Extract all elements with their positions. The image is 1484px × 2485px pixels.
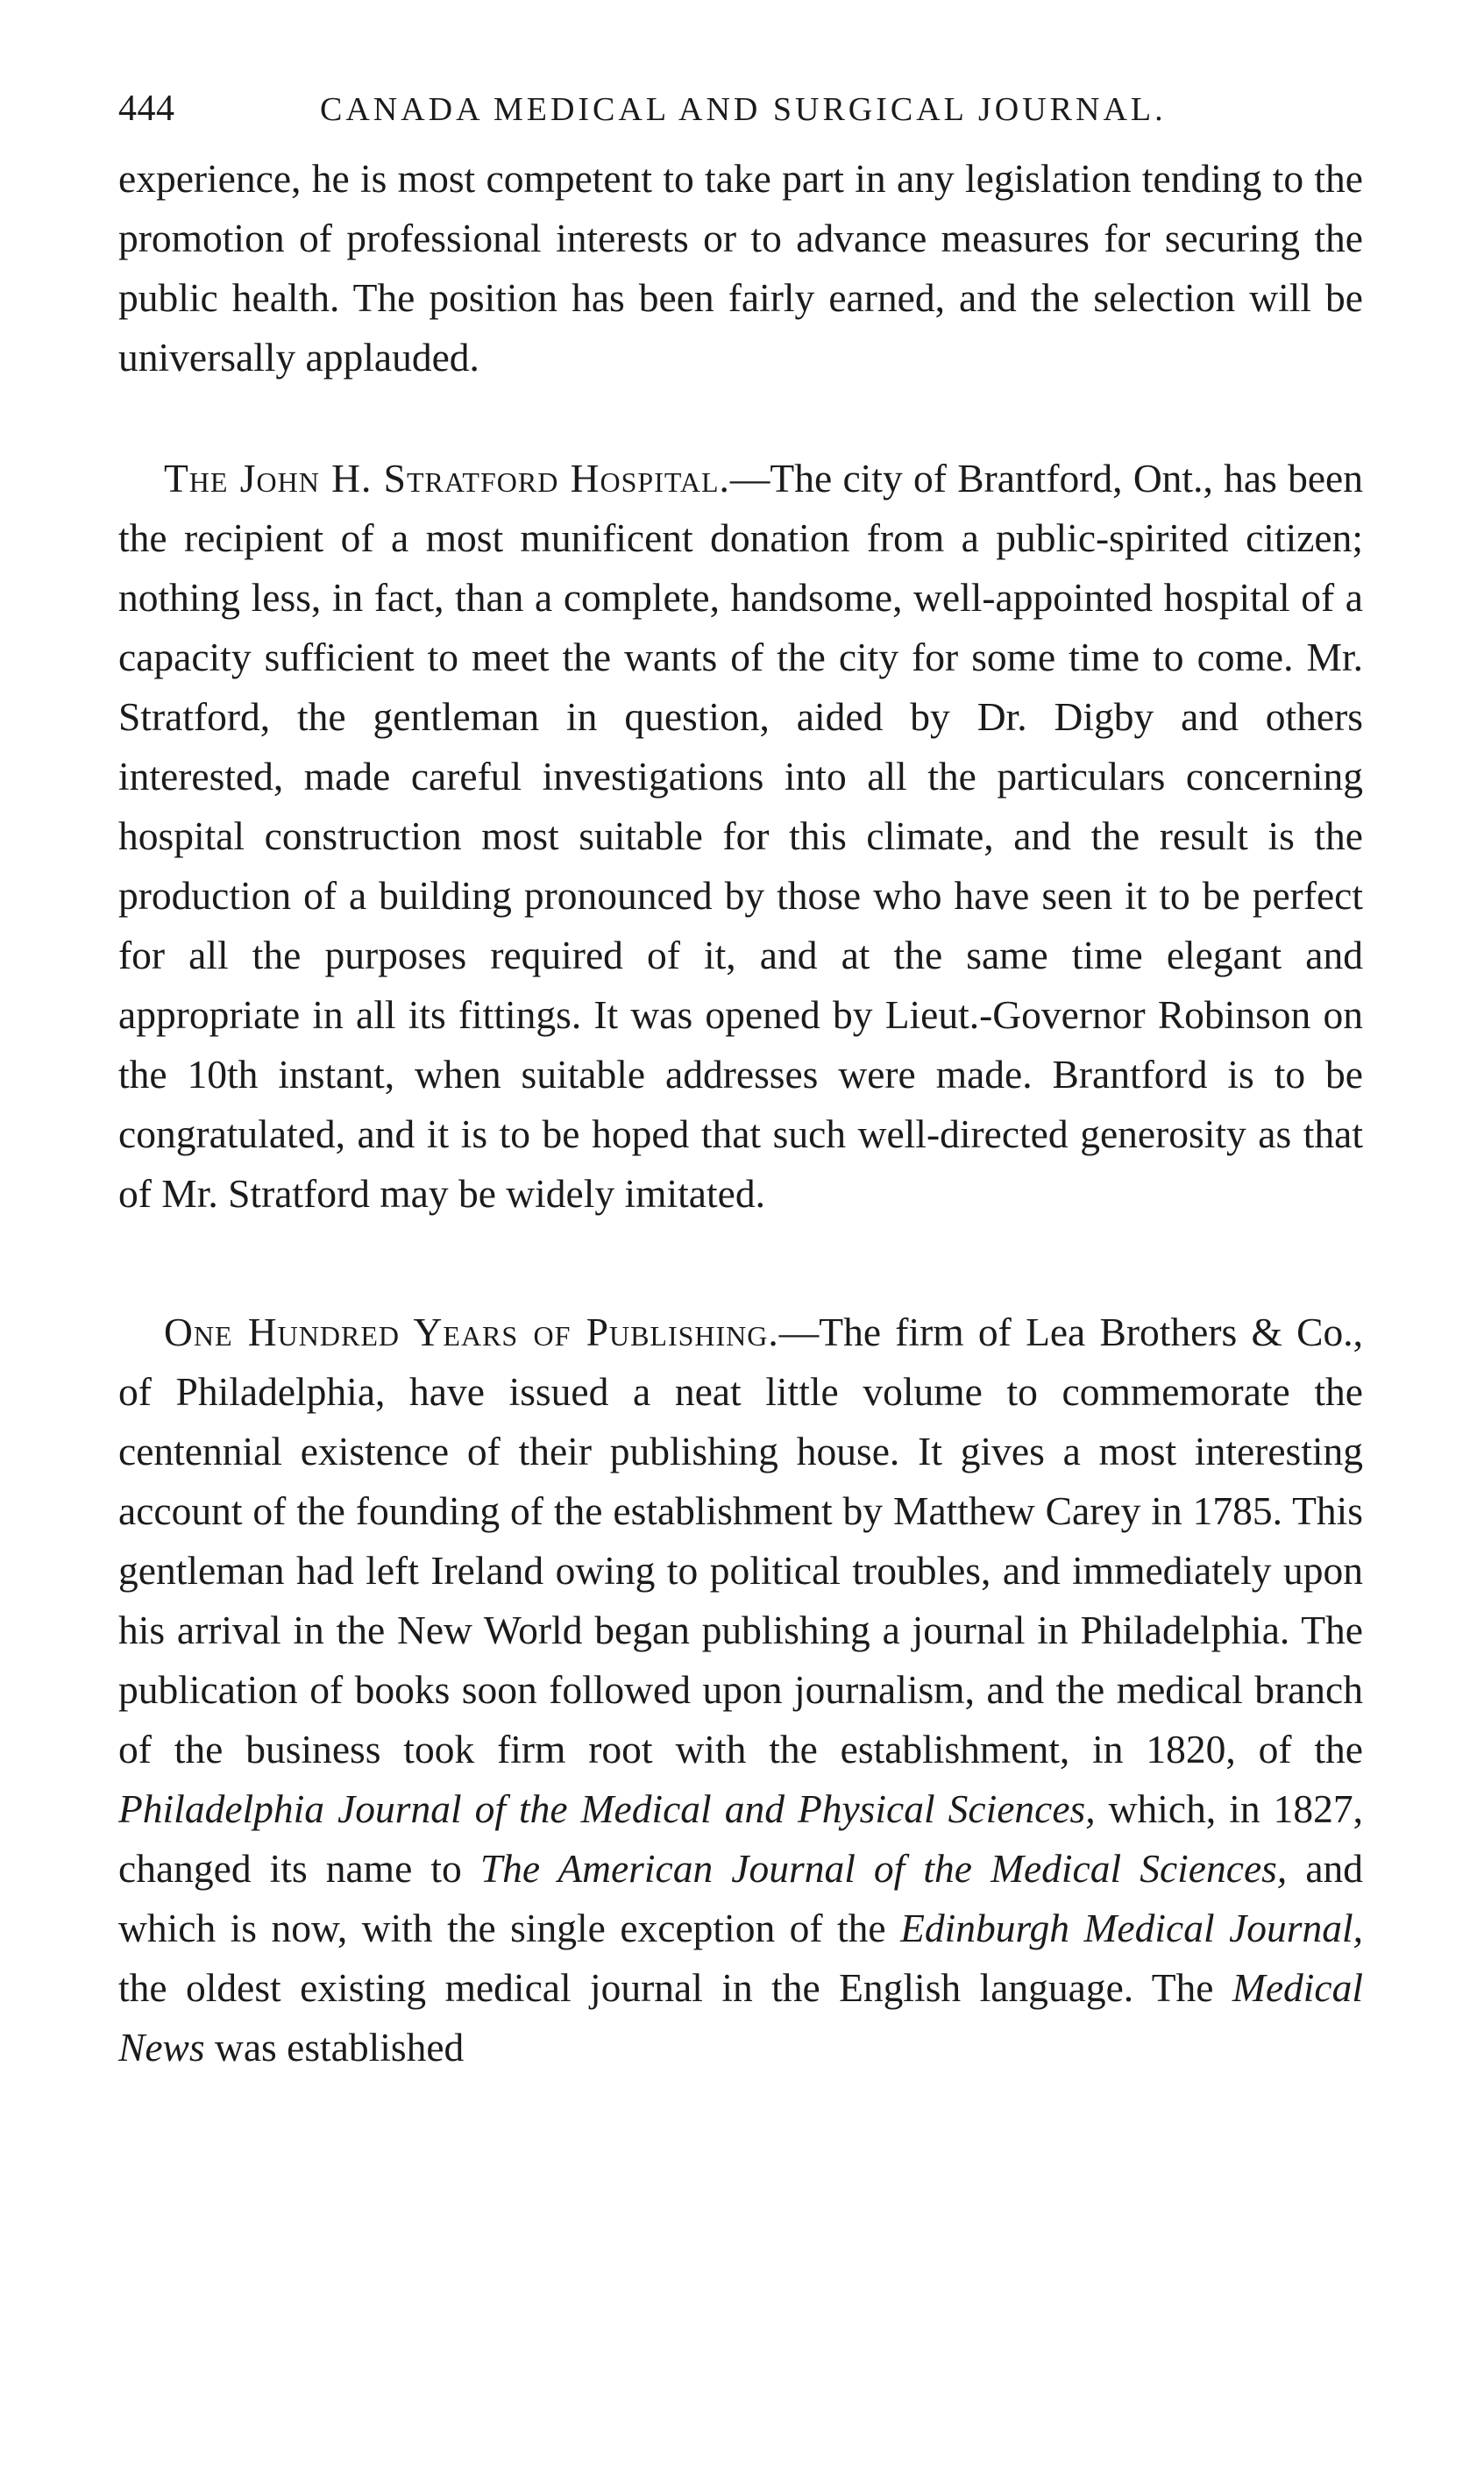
journal-title: CANADA MEDICAL AND SURGICAL JOURNAL. xyxy=(320,91,1167,128)
running-header xyxy=(118,88,1363,149)
paragraph-stratford-hospital xyxy=(118,449,1363,1224)
journal-name-italic: The American Journal of the Medical Sciences, xyxy=(479,1846,1288,1891)
paragraph-hundred-years-publishing xyxy=(118,1303,1363,2077)
journal-name-italic: Medical News xyxy=(118,1965,1363,2070)
journal-name-italic: Edinburgh Medical Journal, xyxy=(900,1906,1364,1950)
paragraph-gap xyxy=(118,1224,1363,1303)
paragraph-text: —The city of Brantford, Ont., has been the recipient of a most munificent donation from a public-spirited citizen; nothing less, in fact, than a complete, handsome, well-appointed hospital of a capacity sufficient to meet the wants of the city for some time to come. Mr. Stratford, the gentleman in question, aided by Dr. Digby and others interested, made careful investigations into all the particulars concerning hospital construction most suitable for this climate, and the result is the production of a building pronounced by those who have seen it to be perfect for all the purposes required of it, and at the same time elegant and appropriate in all its fittings. It was opened by Lieut.-Governor Robinson on the 10th instant, when suitable addresses were made. Brantford is to be congratulated, and it is to be hoped that such well-directed generosity as that of Mr. Stratford may be widely imitated. xyxy=(118,456,1363,1216)
paragraph-continuation xyxy=(118,149,1363,387)
paragraph-text: which, in 1827, changed its name to xyxy=(118,1786,1364,1891)
paragraph-text: the oldest existing medical journal in the English language. The xyxy=(118,1965,1232,2010)
paragraph-text: —The firm of Lea Brothers & Co., of Philadelphia, have issued a neat little volume to commemorate the centennial existence of their publishing house. It gives a most interesting account of the founding of the establishment by Matthew Carey in 1785. This gentleman had left Ireland owing to political troubles, and immediately upon his arrival in the New World began publishing a journal in Philadelphia. The publication of books soon followed upon journalism, and the medical branch of the business took firm root with the establishment, in 1820, of the xyxy=(118,1310,1363,1771)
paragraph-gap xyxy=(118,387,1363,449)
page-number: 444 xyxy=(118,89,175,129)
document-page xyxy=(118,88,1363,2077)
paragraph-text: experience, he is most competent to take part in any legislation tending to the promotion of professional interests or to advance measures for securing the public health. The position has been fairly earned, and the selection will be universally applauded. xyxy=(118,156,1363,380)
paragraph-text: and which is now, with the single exception of the xyxy=(118,1846,1364,1950)
section-heading: One Hundred Years of Publishing. xyxy=(164,1310,779,1354)
paragraph-text: was established xyxy=(204,2025,465,2070)
journal-name-italic: Philadelphia Journal of the Medical and Physical Sciences, xyxy=(118,1786,1096,1831)
section-heading: The John H. Stratford Hospital. xyxy=(164,456,730,501)
